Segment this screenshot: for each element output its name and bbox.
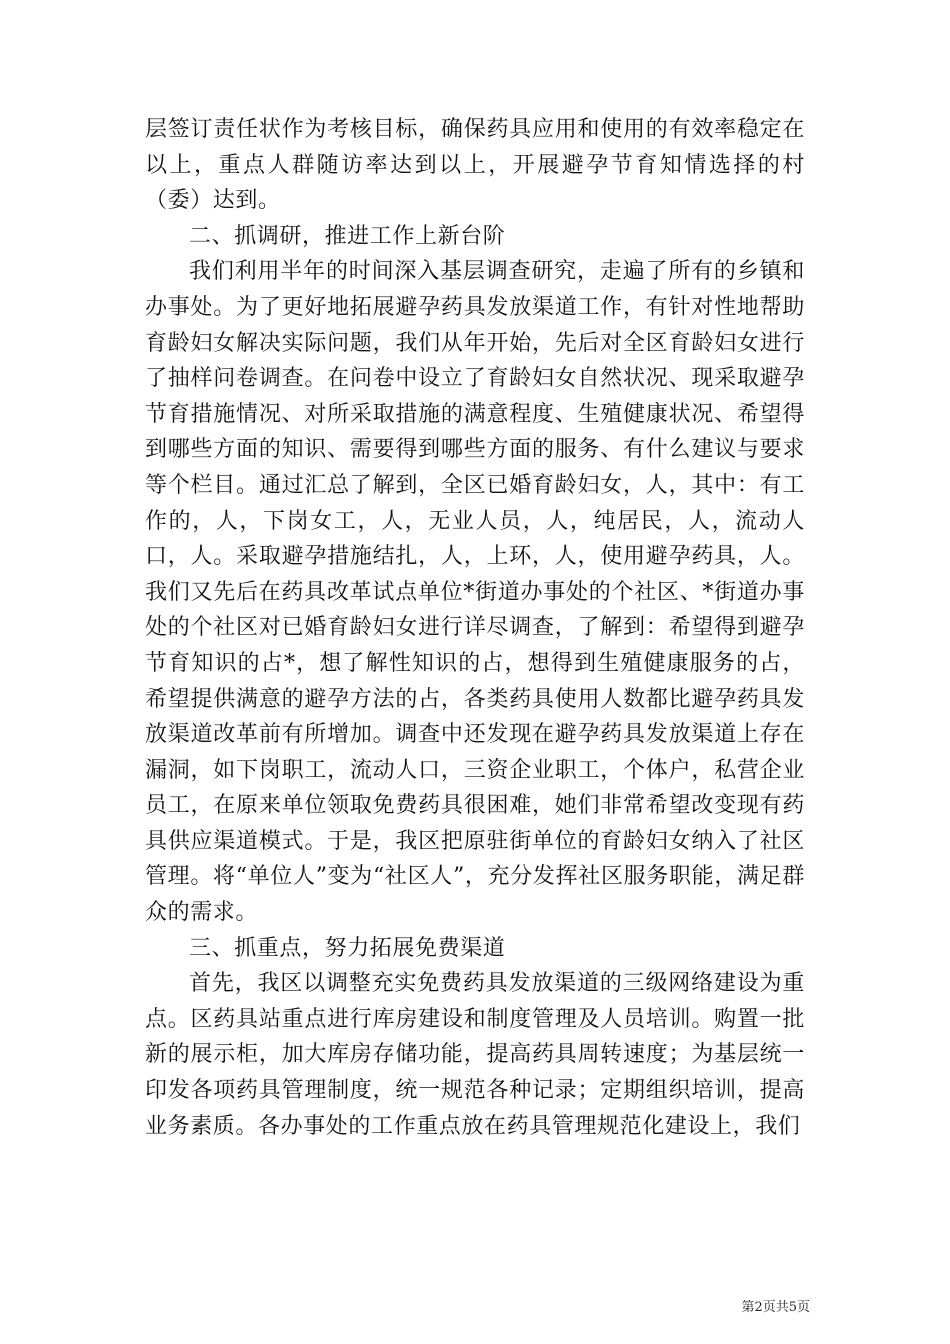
paragraph-network: 首先，我区以调整充实免费药具发放渠道的三级网络建设为重点。区药具站重点进行库房建设和制度管理及人员培训。购置一批新的展示柜，加大库房存储功能，提高药具周转速度；为基层统一印发各项药具管理制度，统一规范各种记录；定期组织培训，提高业务素质。各办事处的工作重点放在药具管理规范化建设上，我们 — [145, 971, 805, 1139]
document-body — [145, 112, 805, 1144]
page-number: 第2页共5页 — [741, 1300, 810, 1315]
section-heading-2: 二、抓调研，推进工作上新台阶 — [189, 223, 506, 249]
paragraph-continuation: 层签订责任状作为考核目标，确保药具应用和使用的有效率稳定在以上，重点人群随访率达到以上，开展避孕节育知情选择的村（委）达到。 — [145, 117, 805, 214]
section-heading-3: 三、抓重点，努力拓展免费渠道 — [189, 935, 506, 961]
paragraph-research: 我们利用半年的时间深入基层调查研究，走遍了所有的乡镇和办事处。为了更好地拓展避孕药具发放渠道工作，有针对性地帮助育龄妇女解决实际问题，我们从年开始，先后对全区育龄妇女进行了抽样问卷调查。在问卷中设立了育龄妇女自然状况、现采取避孕节育措施情况、对所采取措施的满意程度、生殖健康状况、希望得到哪些方面的知识、需要得到哪些方面的服务、有什么建议与要求等个栏目。通过汇总了解到，全区已婚育龄妇女，人，其中：有工作的，人，下岗女工，人，无业人员，人，纯居民，人，流动人口，人。采取避孕措施结扎，人，上环，人，使用避孕药具，人。我们又先后在药具改革试点单位*街道办事处的个社区、*街道办事处的个社区对已婚育龄妇女进行详尽调查，了解到：希望得到避孕节育知识的占*，想了解性知识的占，想得到生殖健康服务的占，希望提供满意的避孕方法的占，各类药具使用人数都比避孕药具发放渠道改革前有所增加。调查中还发现在避孕药具发放渠道上存在漏洞，如下岗职工，流动人口，三资企业职工，个体户，私营企业员工，在原来单位领取免费药具很困难，她们非常希望改变现有药具供应渠道模式。于是，我区把原驻街单位的育龄妇女纳入了社区管理。将“单位人”变为“社区人”，充分发挥社区服务职能，满足群众的需求。 — [145, 259, 805, 926]
